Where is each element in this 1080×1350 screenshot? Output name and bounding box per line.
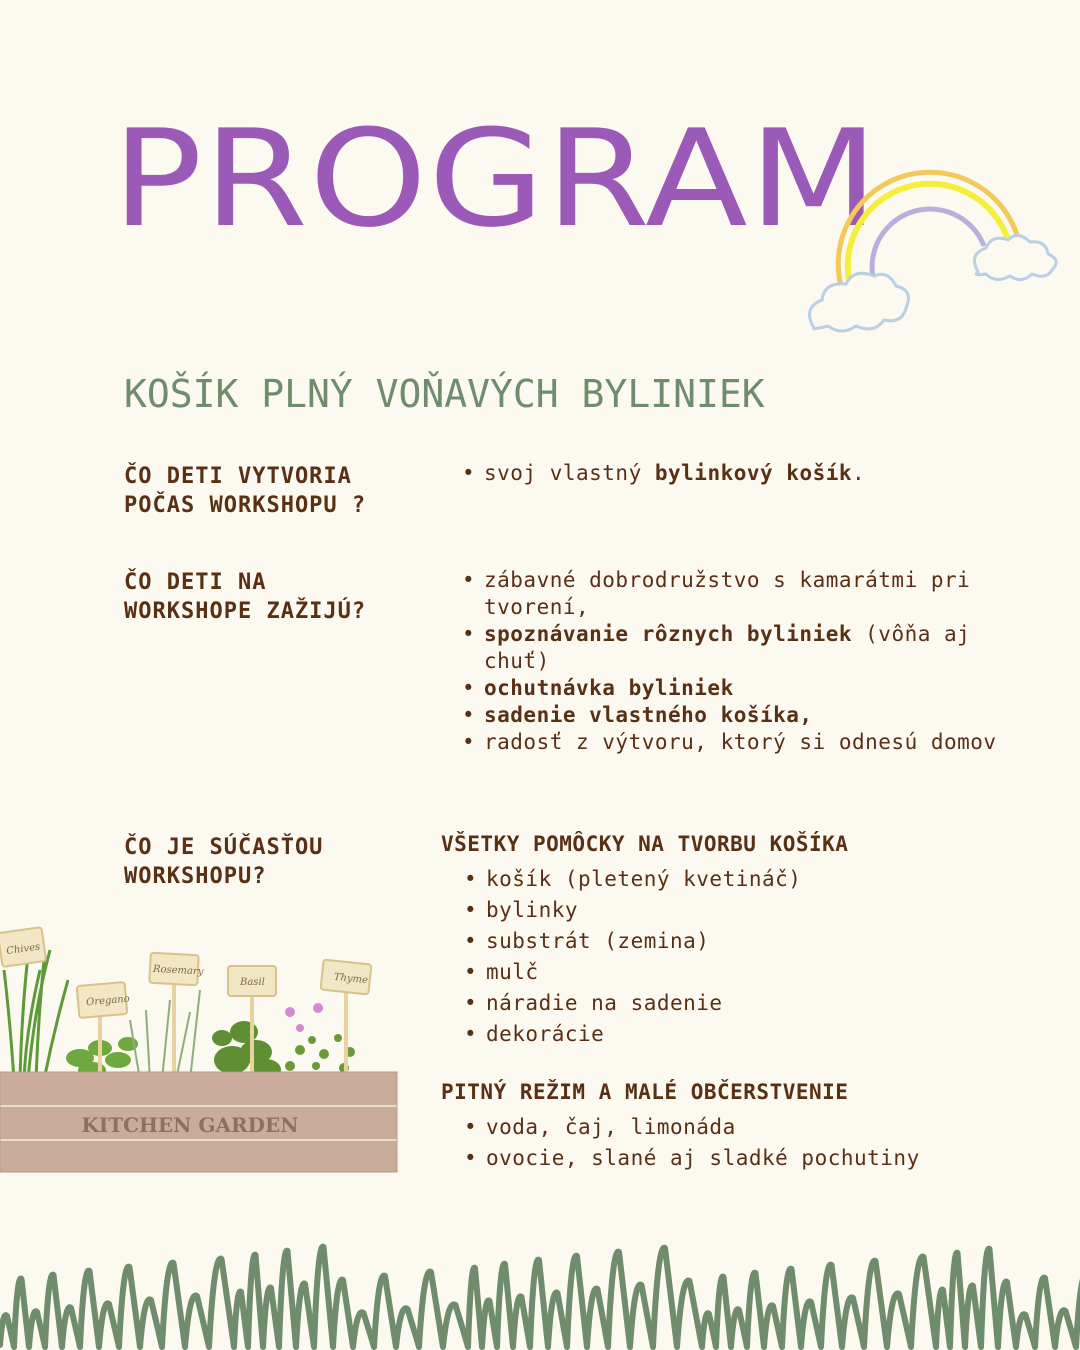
tools-list xyxy=(462,864,1022,1050)
list-item: • ochutnávka byliniek xyxy=(460,675,1020,702)
list-item: • mulč xyxy=(462,957,1022,988)
list-item: • dekorácie xyxy=(462,1019,1022,1050)
question-included-line-2: WORKSHOPU? xyxy=(124,864,267,889)
tag-oregano: Oregano xyxy=(85,993,131,1009)
tag-rosemary: Rosemary xyxy=(152,963,204,978)
question-experience-line-1: ČO DETI NA xyxy=(124,570,267,595)
tag-chives: Chives xyxy=(5,941,41,958)
list-item: • spoznávanie rôznych byliniek (vôňa aj chuť) xyxy=(460,621,1020,675)
kitchen-garden-illustration xyxy=(0,920,400,1175)
list-item: • substrát (zemina) xyxy=(462,926,1022,957)
tag-basil: Basil xyxy=(240,977,265,988)
question-create-line-2: POČAS WORKSHOPU ? xyxy=(124,493,367,518)
grass-decoration xyxy=(0,1225,1080,1350)
list-item: • voda, čaj, limonáda xyxy=(462,1112,1062,1143)
list-item: • ovocie, slané aj sladké pochutiny xyxy=(462,1143,1062,1174)
answers-experience xyxy=(460,567,1020,756)
question-create xyxy=(124,462,366,520)
answers-create xyxy=(460,460,1020,487)
list-item: • náradie na sadenie xyxy=(462,988,1022,1019)
list-item: • zábavné dobrodružstvo s kamarátmi pri tvorení, xyxy=(460,567,1020,621)
list-item: • košík (pletený kvetináč) xyxy=(462,864,1022,895)
question-included xyxy=(124,833,323,891)
list-item: • sadenie vlastného košíka, xyxy=(460,702,1020,729)
question-create-line-1: ČO DETI VYTVORIA xyxy=(124,464,352,489)
garden-box-label: KITCHEN GARDEN xyxy=(81,1113,299,1137)
question-experience-line-2: WORKSHOPE ZAŽIJÚ? xyxy=(124,599,367,624)
drinks-heading: PITNÝ REŽIM A MALÉ OBČERSTVENIE xyxy=(441,1080,849,1104)
list-item: • radosť z výtvoru, ktorý si odnesú domov xyxy=(460,729,1020,756)
rainbow-illustration xyxy=(800,160,1070,360)
tag-thyme: Thyme xyxy=(333,971,369,987)
drinks-list xyxy=(462,1112,1062,1174)
question-included-line-1: ČO JE SÚČASŤOU xyxy=(124,835,324,860)
tools-heading: VŠETKY POMÔCKY NA TVORBU KOŠÍKA xyxy=(441,832,849,856)
question-experience xyxy=(124,568,366,626)
list-item: • svoj vlastný bylinkový košík. xyxy=(460,460,1020,487)
subtitle: KOŠÍK PLNÝ VOŇAVÝCH BYLINIEK xyxy=(124,372,765,416)
list-item: • bylinky xyxy=(462,895,1022,926)
page-title: PROGRAM xyxy=(112,101,880,257)
